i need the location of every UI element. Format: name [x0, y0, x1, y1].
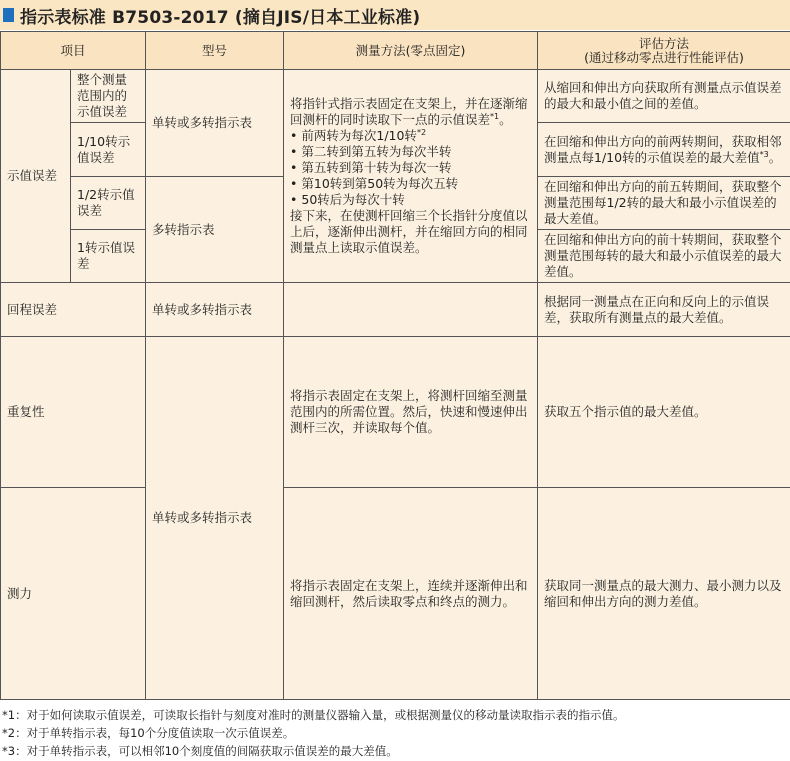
header-method: 测量方法(零点固定): [284, 32, 538, 70]
header-eval-line2: (通过移动零点进行性能评估): [584, 49, 744, 65]
model-single-or-multi: 单转或多转指示表: [146, 70, 284, 177]
hysteresis-eval: 根据同一测量点在正向和反向上的示值误差，获取所有测量点的最大差值。: [538, 283, 790, 337]
model-multi: 多转指示表: [146, 177, 284, 283]
title-square-icon: [3, 8, 14, 22]
footnotes: [2, 706, 788, 760]
sub-one-turn: 1转示值误差: [71, 230, 146, 283]
eval-tenth-turn: 在回缩和伸出方向的前两转期间，获取相邻测量点每1/10转的示值误差的最大差值$^{*3}$。: [538, 123, 790, 177]
eval-full-range: 从缩回和伸出方向获取所有测量点示值误差的最大和最小值之间的差值。: [538, 70, 790, 123]
footnote-2: *2：对于单转指示表，每10个分度值读取一次示值误差。: [2, 726, 295, 740]
lower-model: 单转或多转指示表: [146, 337, 284, 700]
sub-half-turn: 1/2转示值误差: [71, 177, 146, 230]
force-method: 将指示表固定在支架上，连续并逐渐伸出和缩回测杆，然后读取零点和终点的测力。: [284, 488, 538, 700]
footnote-3: *3：对于单转指示表，可以相邻10个刻度值的间隔获取示值误差的最大差值。: [2, 744, 398, 758]
method-bullet-5: • 50转后为每次十转: [290, 192, 405, 207]
indication-error-label: 示值误差: [1, 70, 71, 283]
method-bullet-3: • 第五转到第十转为每次一转: [290, 160, 452, 175]
title-bar: [0, 0, 790, 30]
header-model: 型号: [146, 32, 284, 70]
footnote-1: *1：对于如何读取示值误差，可读取长指针与刻度对准时的测量仪器输入量，或根据测量仪的移动量读取指示表的指示值。: [2, 708, 625, 722]
method-outro: 接下来，在使测杆回缩三个长指针分度值以上后，逐渐伸出测杆，并在缩回方向的相同测量点上读取示值误差。: [290, 208, 528, 255]
table-row: [1, 70, 790, 123]
method-indication: [284, 70, 538, 283]
eval-one-turn: 在回缩和伸出方向的前十转期间，获取整个测量范围每转的最大和最小示值误差的最大差值。: [538, 230, 790, 283]
header-eval: [538, 32, 790, 70]
header-item: 项目: [1, 32, 146, 70]
header-row: [1, 32, 790, 70]
repeatability-label: 重复性: [1, 337, 146, 488]
sub-tenth-turn: 1/10转示值误差: [71, 123, 146, 177]
page-title: 指示表标准 B7503-2017 (摘自JIS/日本工业标准): [20, 7, 421, 28]
hysteresis-method: [284, 283, 538, 337]
eval-half-turn: 在回缩和伸出方向的前五转期间，获取整个测量范围每1/2转的最大和最小示值误差的最大差值。: [538, 177, 790, 230]
table-row: [1, 488, 790, 700]
header-eval-line1: 评估方法: [639, 35, 690, 51]
table-row: [1, 283, 790, 337]
force-eval: 获取同一测量点的最大测力、最小测力以及缩回和伸出方向的测力差值。: [538, 488, 790, 700]
repeatability-eval: 获取五个指示值的最大差值。: [538, 337, 790, 488]
sub-full-range: 整个测量范围内的示值误差: [71, 70, 146, 123]
repeatability-method: 将指示表固定在支架上，将测杆回缩至测量范围内的所需位置。然后，快速和慢速伸出测杆三次，并读取每个值。: [284, 337, 538, 488]
force-label: 测力: [1, 488, 146, 700]
method-intro: 将指针式指示表固定在支架上，并在逐渐缩回测杆的同时读取下一点的示值误差$^{*1}$。: [290, 96, 528, 127]
standard-table: [0, 31, 790, 700]
method-bullet-2: • 第二转到第五转为每次半转: [290, 144, 452, 159]
hysteresis-model: 单转或多转指示表: [146, 283, 284, 337]
table-row: [1, 337, 790, 488]
hysteresis-label: 回程误差: [1, 283, 146, 337]
method-bullet-1: • 前两转为每次1/10转$^{*2}$: [290, 127, 427, 143]
method-bullet-4: • 第10转到第50转为每次五转: [290, 176, 459, 191]
